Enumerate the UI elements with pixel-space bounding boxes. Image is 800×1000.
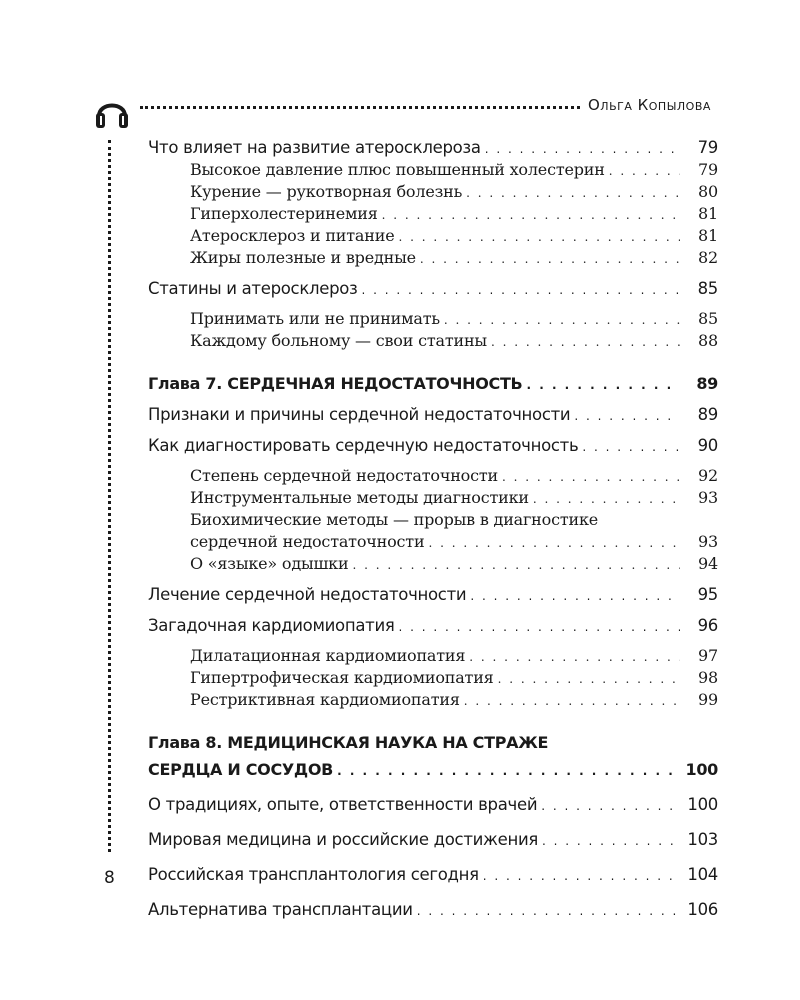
- table-of-contents: [148, 136, 718, 921]
- toc-title: Что влияет на развитие атеросклероза: [148, 138, 481, 157]
- toc-page: 93: [698, 488, 718, 507]
- toc-entry[interactable]: [148, 403, 718, 426]
- toc-title: О «языке» одышки: [190, 554, 349, 573]
- toc-leader: [582, 436, 680, 459]
- toc-entry[interactable]: [148, 136, 718, 159]
- toc-page: 80: [698, 182, 718, 201]
- toc-subentry[interactable]: [148, 308, 718, 330]
- toc-page: 89: [696, 374, 718, 393]
- toc-chapter[interactable]: [148, 372, 718, 395]
- toc-title: Лечение сердечной недостаточности: [148, 585, 467, 604]
- toc-page: 88: [698, 331, 718, 350]
- toc-subentry[interactable]: [148, 203, 718, 225]
- toc-title: Гипертрофическая кардиомиопатия: [190, 668, 494, 687]
- toc-page: 85: [697, 279, 718, 298]
- toc-leader: [469, 646, 680, 668]
- toc-title: О традициях, опыте, ответственности врачей: [148, 795, 538, 814]
- toc-page: 103: [687, 830, 718, 849]
- toc-leader: [399, 616, 681, 639]
- toc-page: 85: [698, 309, 718, 328]
- toc-leader: [382, 204, 680, 226]
- toc-entry[interactable]: [148, 898, 718, 921]
- toc-leader: [352, 554, 680, 576]
- header-dotted-rule: [140, 106, 580, 109]
- toc-page: 89: [697, 405, 718, 424]
- toc-title: Инструментальные методы диагностики: [190, 488, 529, 507]
- toc-subentry[interactable]: [148, 225, 718, 247]
- toc-leader: [398, 226, 680, 248]
- toc-title: Загадочная кардиомиопатия: [148, 616, 395, 635]
- toc-title: СЕРДЦА И СОСУДОВ: [148, 760, 334, 779]
- toc-leader: [470, 585, 680, 608]
- toc-page: 93: [698, 532, 718, 551]
- toc-leader: [466, 182, 680, 204]
- toc-title: Мировая медицина и российские достижения: [148, 830, 539, 849]
- toc-entry[interactable]: [148, 828, 718, 851]
- toc-leader: [609, 160, 680, 182]
- page-number: 8: [104, 868, 115, 888]
- toc-leader: [483, 865, 680, 888]
- toc-leader: [542, 830, 680, 853]
- toc-leader: [541, 795, 680, 818]
- toc-subentry[interactable]: [148, 181, 718, 203]
- toc-page: 104: [687, 865, 718, 884]
- toc-subentry[interactable]: [148, 487, 718, 509]
- toc-page: 79: [697, 138, 718, 157]
- toc-subentry[interactable]: [148, 689, 718, 711]
- toc-leader: [417, 900, 680, 923]
- toc-page: 99: [698, 690, 718, 709]
- toc-title: Каждому больному — свои статины: [190, 331, 487, 350]
- toc-leader: [574, 405, 680, 428]
- toc-subentry[interactable]: [148, 159, 718, 181]
- toc-subentry[interactable]: [148, 553, 718, 575]
- toc-chapter[interactable]: [148, 758, 718, 781]
- toc-title: Признаки и причины сердечной недостаточности: [148, 405, 571, 424]
- toc-subentry[interactable]: [148, 667, 718, 689]
- toc-subentry[interactable]: [148, 465, 718, 487]
- toc-page: 100: [685, 760, 718, 779]
- toc-title: Статины и атеросклероз: [148, 279, 358, 298]
- toc-page: 100: [687, 795, 718, 814]
- running-head-author: Ольга Копылова: [588, 96, 711, 114]
- toc-title: Альтернатива трансплантации: [148, 900, 413, 919]
- toc-title: Как диагностировать сердечную недостаточность: [148, 436, 579, 455]
- toc-title: Степень сердечной недостаточности: [190, 466, 498, 485]
- toc-leader: [502, 466, 680, 488]
- toc-title: Гиперхолестеринемия: [190, 204, 378, 223]
- toc-entry[interactable]: [148, 614, 718, 637]
- toc-title: Дилатационная кардиомиопатия: [190, 646, 466, 665]
- toc-leader: [533, 488, 680, 510]
- toc-subentry[interactable]: [148, 645, 718, 667]
- toc-leader: [491, 331, 680, 353]
- toc-leader: [428, 532, 680, 554]
- toc-page: 81: [698, 226, 718, 245]
- toc-leader: [337, 760, 680, 783]
- toc-subentry[interactable]: [148, 531, 718, 553]
- toc-subentry[interactable]: [148, 247, 718, 269]
- toc-leader: [485, 138, 680, 161]
- toc-title: Курение — рукотворная болезнь: [190, 182, 463, 201]
- toc-chapter-line1[interactable]: Глава 8. МЕДИЦИНСКАЯ НАУКА НА СТРАЖЕ: [148, 733, 549, 752]
- toc-leader: [464, 690, 680, 712]
- toc-page: 90: [697, 436, 718, 455]
- toc-title: Жиры полезные и вредные: [190, 248, 416, 267]
- toc-page: 94: [698, 554, 718, 573]
- toc-leader: [444, 309, 680, 331]
- toc-entry[interactable]: [148, 583, 718, 606]
- toc-page: 97: [698, 646, 718, 665]
- toc-title: Глава 7. СЕРДЕЧНАЯ НЕДОСТАТОЧНОСТЬ: [148, 374, 523, 393]
- toc-title: Принимать или не принимать: [190, 309, 440, 328]
- toc-entry[interactable]: [148, 863, 718, 886]
- toc-entry[interactable]: [148, 434, 718, 457]
- toc-page: 79: [698, 160, 718, 179]
- toc-title: Атеросклероз и питание: [190, 226, 395, 245]
- toc-page: 92: [698, 466, 718, 485]
- toc-leader: [498, 668, 680, 690]
- toc-page: 82: [698, 248, 718, 267]
- toc-title: Высокое давление плюс повышенный холестерин: [190, 160, 605, 179]
- headphones-icon: [94, 96, 130, 130]
- toc-page: 95: [697, 585, 718, 604]
- toc-title: сердечной недостаточности: [190, 532, 425, 551]
- toc-page: 98: [698, 668, 718, 687]
- margin-dotted-rule: [108, 140, 111, 852]
- toc-subentry[interactable]: [148, 330, 718, 352]
- toc-title: Российская трансплантология сегодня: [148, 865, 479, 884]
- toc-leader: [362, 279, 680, 302]
- toc-entry[interactable]: [148, 277, 718, 300]
- toc-entry[interactable]: [148, 793, 718, 816]
- toc-page: 96: [697, 616, 718, 635]
- toc-leader: [420, 248, 680, 270]
- toc-title: Рестриктивная кардиомиопатия: [190, 690, 460, 709]
- toc-leader: [526, 374, 680, 397]
- toc-subentry-line1[interactable]: Биохимические методы — прорыв в диагностике: [190, 510, 599, 529]
- toc-page: 106: [687, 900, 718, 919]
- toc-page: 81: [698, 204, 718, 223]
